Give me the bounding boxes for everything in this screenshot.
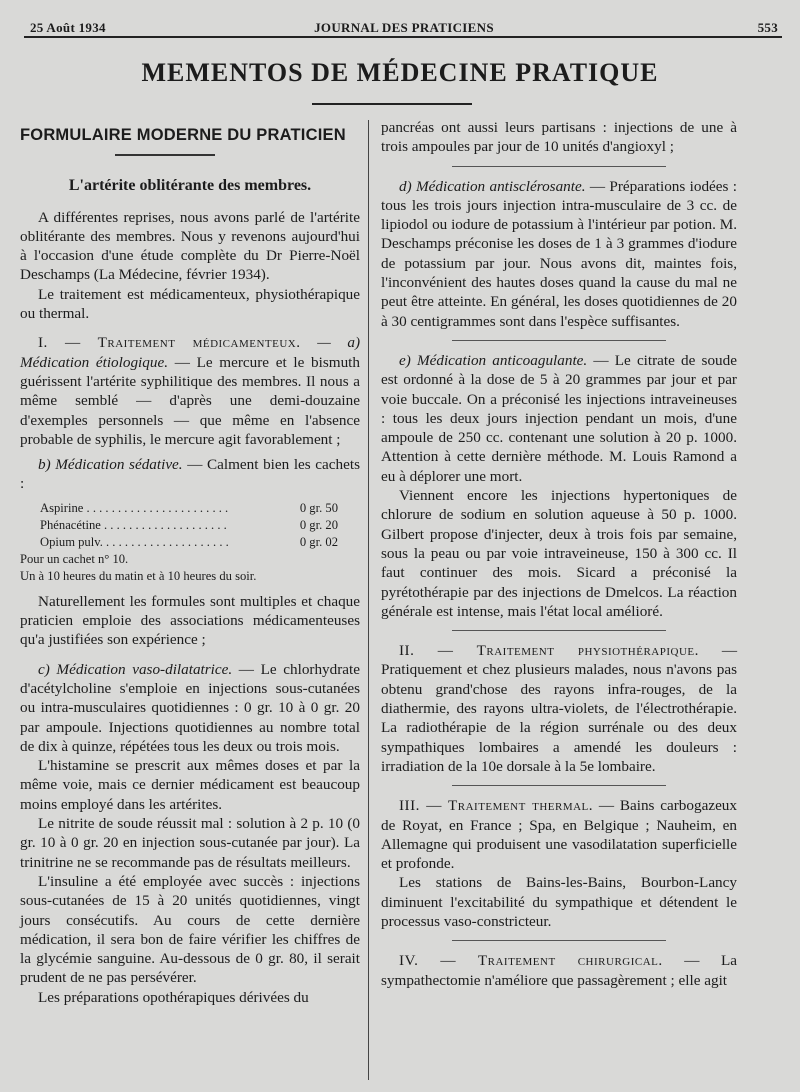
section-rule xyxy=(115,154,215,156)
left-column xyxy=(20,118,360,1007)
label-medication-antisclerosante: d) Médication antisclérosante. xyxy=(399,177,586,195)
paragraph-chirurgical xyxy=(381,951,737,990)
text-thermal: — Bains carbogazeux de Royat, en France ; Spa, en Belgique ; Nauheim, en Allemagne qui produisent une vasodilatation superficielle et profonde. xyxy=(381,797,737,873)
prescription-note: Pour un cachet n° 10. xyxy=(20,551,129,566)
heading-traitement-medicamenteux: I. — Traitement médicamenteux. xyxy=(38,334,301,352)
paragraph-nitrite: Le nitrite de soude réussit mal : solution à 2 p. 10 (0 gr. 10 à 0 gr. 20 en injection sous-cutanée par jour). La trinitrine ne se recommande pas de résultats meilleurs. xyxy=(20,815,360,871)
prescription-dose: 0 gr. 20 xyxy=(299,517,338,532)
text-vasodilatatrice: — Le chlorhydrate d'acétylcholine s'emploie en injections sous-cutanées ou intra-musculaires quotidiennes : 0 gr. 10 à 0 gr. 20 par ampoule. Injections quotidiennes au nombre total de dix à quinze, répétées tous les deux ou trois mois. xyxy=(20,660,361,755)
label-medication-anticoagulante: e) Médication anticoagulante. xyxy=(399,351,588,369)
paragraph-preparations: Les préparations opothérapiques dérivées du xyxy=(38,988,309,1006)
prescription-line xyxy=(20,517,360,534)
paragraph-pancreas: pancréas ont aussi leurs partisans : injections de une à trois ampoules par jour de 10 unités d'angioxyl ; xyxy=(381,119,737,156)
intro-paragraph: A différentes reprises, nous avons parlé de l'artérite oblitérante des membres. Nous y revenons aujourd'hui à l'occasion d'une étude complète du Dr Pierre-Noël Deschamps (La Médecine, février 1934). xyxy=(20,208,360,284)
prescription-drug: Aspirine . . . xyxy=(40,500,228,517)
separator-rule xyxy=(452,166,666,167)
heading-traitement-thermal: III. — Traitement thermal. xyxy=(399,797,594,815)
prescription-drug: Phénacétine . . . xyxy=(40,517,228,534)
title-rule xyxy=(312,103,472,105)
paragraph-stations: Les stations de Bains-les-Bains, Bourbon-Lancy diminuent l'excitabilité du sympathique et détendent le processus vaso-constricteur. xyxy=(381,874,737,930)
text-antisclerosante: — Préparations iodées : tous les trois jours injection intra-musculaire de 3 cc. de lipiodol ou iodure de potassium à l'intérieur par potion. M. Deschamps préconise les doses de 1 à 3 grammes d'iodure de potassium par jour. Nous avons dit, maintes fois, l'inconvénient des hautes doses quand la cause du mal ne peut être atteinte. En général, les doses quotidiennes de 20 à 30 centigrammes sont dans l'espèce suffisantes. xyxy=(381,177,737,330)
text-anticoagulante: — Le citrate de soude est ordonné à la dose de 5 à 20 grammes par jour et par voie buccale. On a préconisé les injections intraveineuses : tous les deux jours injection pendant un mois, d'une ampoule de 250 cc. contenant une solution à 20 p. 1000. Attention à cette dernière méthode. M. Louis Ramond a eu à déplorer une mort. xyxy=(381,351,737,485)
right-column xyxy=(381,118,737,990)
label-medication-etiologique: — a) Médication étiologique. xyxy=(20,334,361,371)
paragraph-physiotherapique xyxy=(381,641,737,776)
section-title: FORMULAIRE MODERNE DU PRATICIEN xyxy=(20,126,346,144)
label-medication-sedative: b) Médication sédative. xyxy=(38,456,183,474)
paragraph-formules: Naturellement les formules sont multiples et chaque praticien emploie des associations médicamenteuses qu'a justifiées son expérience ; xyxy=(20,592,360,649)
prescription-dosage-schedule: Un à 10 heures du matin et à 10 heures du soir. xyxy=(20,569,257,584)
column-divider xyxy=(368,120,369,1080)
paragraph-anticoagulante xyxy=(381,351,737,486)
header-journal-name: JOURNAL DES PRATICIENS xyxy=(314,20,494,35)
text-sedative: — Calment bien les cachets : xyxy=(20,456,360,493)
paragraph-thermal xyxy=(381,796,737,873)
text-chirurgical: — La sympathectomie n'améliore que passagèrement ; elle agit xyxy=(381,952,737,989)
heading-traitement-physiotherapique: II. — Traitement physiothérapique. xyxy=(399,642,699,660)
prescription-dose: 0 gr. 50 xyxy=(299,500,338,515)
prescription-line xyxy=(20,500,360,517)
separator-rule xyxy=(452,785,666,786)
paragraph-sedative xyxy=(20,455,360,494)
label-medication-vasodilatatrice: c) Médication vaso-dilatatrice. xyxy=(38,660,233,678)
separator-rule xyxy=(452,340,666,341)
treatment-overview: Le traitement est médicamenteux, physiothérapique ou thermal. xyxy=(20,285,360,323)
paragraph-insuline: L'insuline a été employée avec succès : injections sous-cutanées de 15 à 20 unités quotidiennes, vingt jours consécutifs. Au cours de cette dernière médication, il sera bon de faire vérifier les chiffres de la glycémie sanguine. Au-dessous de 0 gr. 80, il serait prudent de ne pas persévérer. xyxy=(20,872,360,987)
text-etiologique: — Le mercure et le bismuth guérissent l'artérite syphilitique des membres. Il nous a même semblé — d'après une demi-douzaine d'exemples personnels — que même en l'absence probable de syphilis, le mercure agit favorablement ; xyxy=(20,353,360,448)
paragraph-vasodilatatrice xyxy=(20,660,360,756)
main-title: MEMENTOS DE MÉDECINE PRATIQUE xyxy=(141,58,659,87)
paragraph-hypertoniques: Viennent encore les injections hypertoniques de chlorure de sodium en solution aqueuse à 50 p. 1000. Gilbert propose d'injecter, deux à trois fois par semaine, sous la peau ou par voie intraveineuse, 150 à 300 cc. Il faut continuer des mois. Sicard a préconisé la pyrétothérapie par des injections de Dmelcos. La réaction générale est intense, mais l'état local amélioré. xyxy=(381,487,737,620)
heading-traitement-chirurgical: IV. — Traitement chirurgical. xyxy=(399,952,663,970)
header-date: 25 Août 1934 xyxy=(30,20,106,35)
paragraph-antisclerosante xyxy=(381,177,737,331)
paragraph-medicamenteux xyxy=(20,333,360,449)
header-page-number: 553 xyxy=(757,20,778,35)
text-physiotherapique: — Pratiquement et chez plusieurs malades, nous n'avons pas obtenu grand'chose des rayons infra-rouges, de la diathermie, des rayons ultra-violets, de l'électrothérapie. La radiothérapie de la région surrénale ou des deux sympathiques lombaires a amendé les douleurs : irradiation de la 10e dorsale à la 5e lombaire. xyxy=(381,642,738,775)
article-subtitle: L'artérite oblitérante des membres. xyxy=(68,177,312,195)
separator-rule xyxy=(452,940,666,941)
paragraph-histamine: L'histamine se prescrit aux mêmes doses et par la même voie, mais ce dernier médicament est beaucoup moins employé dans les artérites. xyxy=(20,757,360,813)
page-header xyxy=(30,14,778,38)
separator-rule xyxy=(452,630,666,631)
prescription-drug: Opium pulv. . . . xyxy=(40,534,228,551)
prescription-dose: 0 gr. 02 xyxy=(299,534,338,549)
prescription-line xyxy=(20,534,360,551)
prescription-list xyxy=(20,500,360,586)
header-rule xyxy=(24,36,782,38)
